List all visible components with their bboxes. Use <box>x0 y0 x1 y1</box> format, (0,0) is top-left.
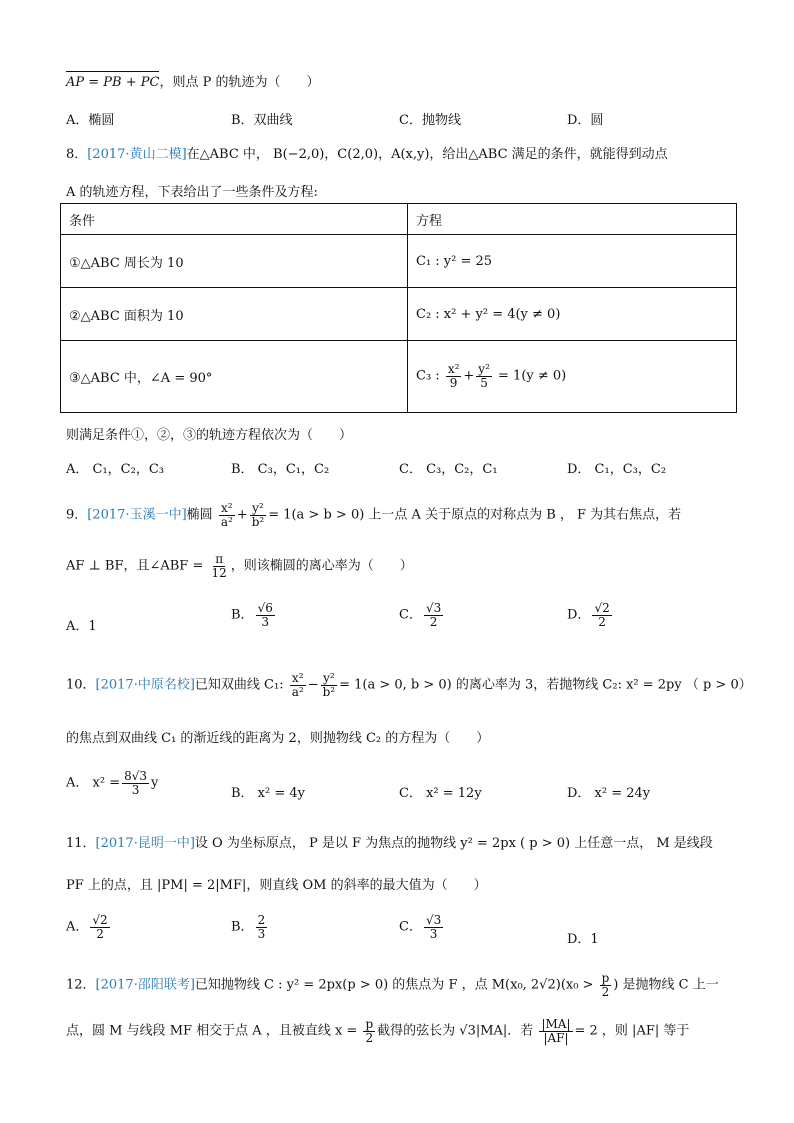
q7-option-a[interactable]: A．椭圆 <box>66 113 115 128</box>
fraction: $\frac{|MA|}{|AF|}$ <box>541 1017 571 1045</box>
q8-option-b[interactable]: B． C₃，C₁，C₂ <box>231 462 330 477</box>
q9-option-d[interactable]: D． $\frac{√2}{2}$ <box>567 601 610 629</box>
q9-line1: 9．[2017·玉溪一中]椭圆 $\frac{\text{x²}}{\text{a²}}$ + $\frac{\text{y²}}{\text{b²}}$ = 1(a > b > 0) 上一点 A 关于原点的对称点为 B ， F 为其右焦点，若 <box>66 501 682 529</box>
q9-option-c[interactable]: C． $\frac{√3}{2}$ <box>399 601 442 629</box>
q10-option-a[interactable]: A． x² = $\frac{8√3}{3}$ y <box>66 769 159 797</box>
q8-number: 8． <box>66 147 88 162</box>
fraction: $\frac{\text{y²}}{\text{b²}}$ <box>251 501 265 529</box>
fraction: $\frac{p}{2}$ <box>365 1017 374 1045</box>
q12-line1: 12．[2017·邵阳联考]已知抛物线 C : y² = 2px(p > 0) 的焦点为 F ，点 M(x₀, 2√2)(x₀ > $\frac{p}{2}$ ) 是抛物线 C 上一 <box>66 971 719 999</box>
fraction: $\frac{√3}{2}$ <box>425 601 442 629</box>
q7-option-b[interactable]: B．双曲线 <box>231 113 293 128</box>
table-cell-equation: C₂ : x² + y² = 4(y ≠ 0) <box>408 288 737 341</box>
fraction: $\frac{\text{x²}}{\text{a²}}$ <box>291 671 304 699</box>
table-cell-condition: ③△ABC 中，∠A = 90° <box>61 341 408 413</box>
fraction: $\frac{\text{x²}}{9}$ <box>447 362 460 390</box>
fraction: $\frac{\text{y²}}{\text{b²}}$ <box>322 671 336 699</box>
table-header-row <box>61 204 737 235</box>
q12-number: 12． <box>66 977 96 993</box>
fraction: $\frac{√6}{3}$ <box>257 601 273 629</box>
q10-number: 10． <box>66 677 96 693</box>
table-cell-equation: C₁ : y² = 25 <box>408 235 737 288</box>
table-cell-condition: ②△ABC 面积为 10 <box>61 288 408 341</box>
q8-source-tag: [2017·黄山二模] <box>87 147 187 162</box>
q11-line1: 11．[2017·昆明一中]设 O 为坐标原点， P 是以 F 为焦点的抛物线 y² = 2px ( p > 0) 上任意一点， M 是线段 <box>66 836 713 851</box>
q11-line2: PF 上的点，且 |PM| = 2|MF|，则直线 OM 的斜率的最大值为（ ） <box>66 878 487 893</box>
table-cell-equation: C₃ : $\frac{\text{x²}}{9}$ + $\frac{\text{y²}}{5}$ = 1(y ≠ 0) <box>408 341 737 413</box>
q9-source-tag: [2017·玉溪一中] <box>87 507 187 523</box>
q9-line2: AF ⊥ BF，且∠ABF = $\frac{\pi}{12}$ ，则该椭圆的离心率为（ ） <box>66 552 413 580</box>
q8-option-a[interactable]: A． C₁，C₂，C₃ <box>66 462 164 477</box>
q8-text: 在△ABC 中， B(−2,0)，C(2,0)，A(x,y)，给出△ABC 满足的条件，就能得到动点 <box>186 147 668 162</box>
q12-line2: 点，圆 M 与线段 MF 相交于点 A ，且被直线 x = $\frac{p}{2}$ 截得的弦长为 √3|MA|．若 $\frac{|MA|}{|AF|}$ = 2 ，则 |AF| 等于 <box>66 1017 690 1045</box>
q7-continuation <box>66 71 319 90</box>
q11-option-b[interactable]: B． $\frac{2}{3}$ <box>231 913 266 941</box>
q7-question-text: ，则点 P 的轨迹为（ ） <box>159 75 320 90</box>
q11-option-d[interactable]: D．1 <box>567 932 599 947</box>
q9-number: 9． <box>66 507 88 523</box>
q8-option-c[interactable]: C． C₃，C₂，C₁ <box>399 462 498 477</box>
table-header-equation: 方程 <box>408 204 737 235</box>
q12-source-tag: [2017·邵阳联考] <box>95 977 195 993</box>
fraction: $\frac{\text{x²}}{\text{a²}}$ <box>220 501 233 529</box>
q11-number: 11． <box>66 836 96 851</box>
table-header-condition: 条件 <box>61 204 408 235</box>
table-row <box>61 341 737 413</box>
q10-option-d[interactable]: D． x² = 24y <box>567 786 651 801</box>
fraction: $\frac{p}{2}$ <box>601 971 610 999</box>
q11-option-a[interactable]: A． $\frac{√2}{2}$ <box>66 913 108 941</box>
q8-option-d[interactable]: D． C₁，C₃，C₂ <box>567 462 667 477</box>
fraction: $\frac{\pi}{12}$ <box>211 552 227 580</box>
condition-table <box>60 203 737 413</box>
q10-source-tag: [2017·中原名校] <box>95 677 195 693</box>
table-row <box>61 235 737 288</box>
q7-option-c[interactable]: C．抛物线 <box>399 113 461 128</box>
q8-ask: 则满足条件①，②，③的轨迹方程依次为（ ） <box>66 428 353 443</box>
q9-option-a[interactable]: A．1 <box>66 619 97 634</box>
fraction: $\frac{√2}{2}$ <box>92 913 108 941</box>
fraction: $\frac{8√3}{3}$ <box>124 769 148 797</box>
q7-option-d[interactable]: D．圆 <box>567 113 604 128</box>
fraction: $\frac{√3}{3}$ <box>425 913 442 941</box>
table-row <box>61 288 737 341</box>
fraction: $\frac{√2}{2}$ <box>594 601 610 629</box>
q10-option-b[interactable]: B． x² = 4y <box>231 786 306 801</box>
fraction: $\frac{2}{3}$ <box>257 913 266 941</box>
q7-vector-equation: AP = PB + PC <box>66 75 160 90</box>
q11-source-tag: [2017·昆明一中] <box>95 836 195 851</box>
q9-option-b[interactable]: B． $\frac{√6}{3}$ <box>231 601 273 629</box>
q8-line1 <box>66 143 668 162</box>
q10-option-c[interactable]: C． x² = 12y <box>399 786 482 801</box>
fraction: $\frac{\text{y²}}{5}$ <box>478 362 490 390</box>
q8-line2: A 的轨迹方程，下表给出了一些条件及方程: <box>66 185 318 200</box>
table-cell-condition: ①△ABC 周长为 10 <box>61 235 408 288</box>
q11-option-c[interactable]: C． $\frac{√3}{3}$ <box>399 913 442 941</box>
q10-line2: 的焦点到双曲线 C₁ 的渐近线的距离为 2，则抛物线 C₂ 的方程为（ ） <box>66 731 490 746</box>
q10-line1: 10．[2017·中原名校]已知双曲线 C₁: $\frac{\text{x²}}{\text{a²}}$ − $\frac{\text{y²}}{\text{b²}}$ = 1(a > 0, b > 0) 的离心率为 3，若抛物线 C₂: x² = 2py （ p > 0） <box>66 671 752 699</box>
